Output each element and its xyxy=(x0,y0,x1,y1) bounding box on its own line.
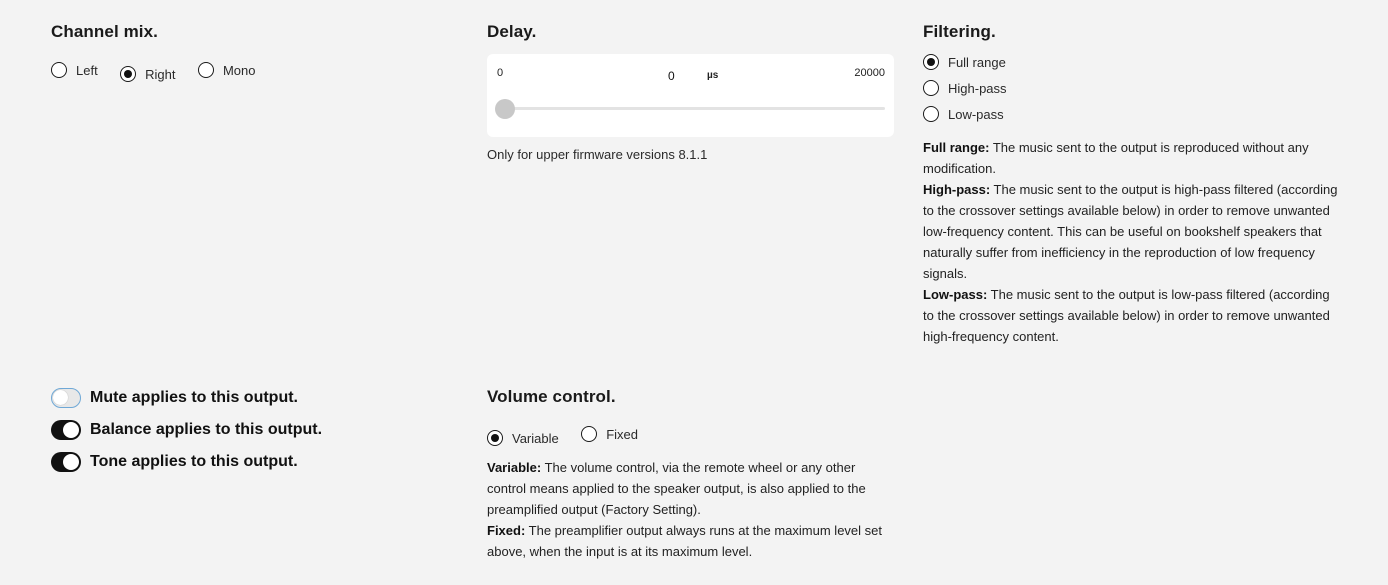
radio-label: Mono xyxy=(222,62,256,78)
radio-label: Fixed xyxy=(606,426,638,442)
delay-min-label: 0 xyxy=(497,67,504,79)
volume-desc-variable: Variable: The volume control, via the remote wheel or any other control means applied to the speaker output, is also applied to the preamplified output (Factory Setting). xyxy=(487,460,866,517)
channel-mix-section xyxy=(51,22,256,82)
radio-circle-icon xyxy=(51,62,67,78)
volume-variable-radio[interactable] xyxy=(487,430,559,446)
channel-mix-right-radio[interactable] xyxy=(120,66,175,82)
balance-toggle[interactable] xyxy=(51,420,81,440)
tone-toggle-row xyxy=(51,451,322,473)
channel-mix-left-radio[interactable] xyxy=(51,62,98,78)
mute-toggle-label: Mute applies to this output. xyxy=(90,389,298,406)
radio-label: Left xyxy=(76,62,98,78)
filtering-description xyxy=(923,137,1343,347)
balance-toggle-row xyxy=(51,419,322,441)
radio-circle-icon xyxy=(581,426,597,442)
delay-firmware-note: Only for upper firmware versions 8.1.1 xyxy=(487,147,708,162)
volume-description xyxy=(487,457,887,562)
filter-desc-low-pass: Low-pass: The music sent to the output is low-pass filtered (according to the crossover settings available below) in order to remove unwanted high-frequency content. xyxy=(923,287,1330,344)
balance-toggle-label: Balance applies to this output. xyxy=(90,421,323,438)
volume-desc-fixed: Fixed: The preamplifier output always runs at the maximum level set above, when the input is at its maximum level. xyxy=(487,523,882,559)
radio-circle-icon xyxy=(923,80,939,96)
filtering-section xyxy=(923,22,1343,344)
radio-label: Low-pass xyxy=(948,106,1004,122)
radio-label: Full range xyxy=(948,54,1006,70)
filter-full-range-radio[interactable] xyxy=(923,54,1007,70)
delay-slider-thumb[interactable] xyxy=(495,99,515,119)
mute-toggle-row xyxy=(51,387,322,409)
delay-slider-card xyxy=(487,54,894,137)
filter-desc-high-pass: High-pass: The music sent to the output is high-pass filtered (according to the crossover settings available below) in order to remove unwanted low-frequency content. This can be useful on bookshelf speakers that naturally suffer from inefficiency in the reproduction of low frequency signals. xyxy=(923,182,1338,281)
channel-mix-mono-radio[interactable] xyxy=(198,62,256,78)
radio-label: High-pass xyxy=(948,80,1007,96)
volume-control-section xyxy=(487,387,887,559)
mute-toggle[interactable] xyxy=(51,388,81,408)
delay-section xyxy=(487,22,894,162)
channel-mix-title: Channel mix. xyxy=(51,22,159,41)
filter-high-pass-radio[interactable] xyxy=(923,80,1007,96)
filter-desc-full-range: Full range: The music sent to the output is reproduced without any modification. xyxy=(923,140,1309,176)
filtering-radio-group xyxy=(923,54,1007,132)
radio-circle-icon xyxy=(198,62,214,78)
radio-label: Right xyxy=(145,66,176,82)
radio-circle-icon xyxy=(487,430,503,446)
filter-low-pass-radio[interactable] xyxy=(923,106,1007,122)
volume-radio-group xyxy=(487,426,656,447)
delay-title: Delay. xyxy=(487,22,537,41)
channel-mix-radio-group xyxy=(51,62,273,83)
volume-fixed-radio[interactable] xyxy=(581,426,638,442)
delay-value-input[interactable]: 0 xyxy=(668,69,675,83)
filtering-title: Filtering. xyxy=(923,22,996,41)
delay-unit-label: µs xyxy=(707,70,719,81)
radio-label: Variable xyxy=(512,430,559,446)
radio-circle-icon xyxy=(923,54,939,70)
radio-circle-icon xyxy=(120,66,136,82)
tone-toggle[interactable] xyxy=(51,452,81,472)
radio-circle-icon xyxy=(923,106,939,122)
delay-slider-track[interactable] xyxy=(505,107,885,110)
tone-toggle-label: Tone applies to this output. xyxy=(90,453,298,470)
volume-control-title: Volume control. xyxy=(487,387,616,406)
output-toggles xyxy=(51,387,322,483)
delay-max-label: 20000 xyxy=(854,67,885,79)
